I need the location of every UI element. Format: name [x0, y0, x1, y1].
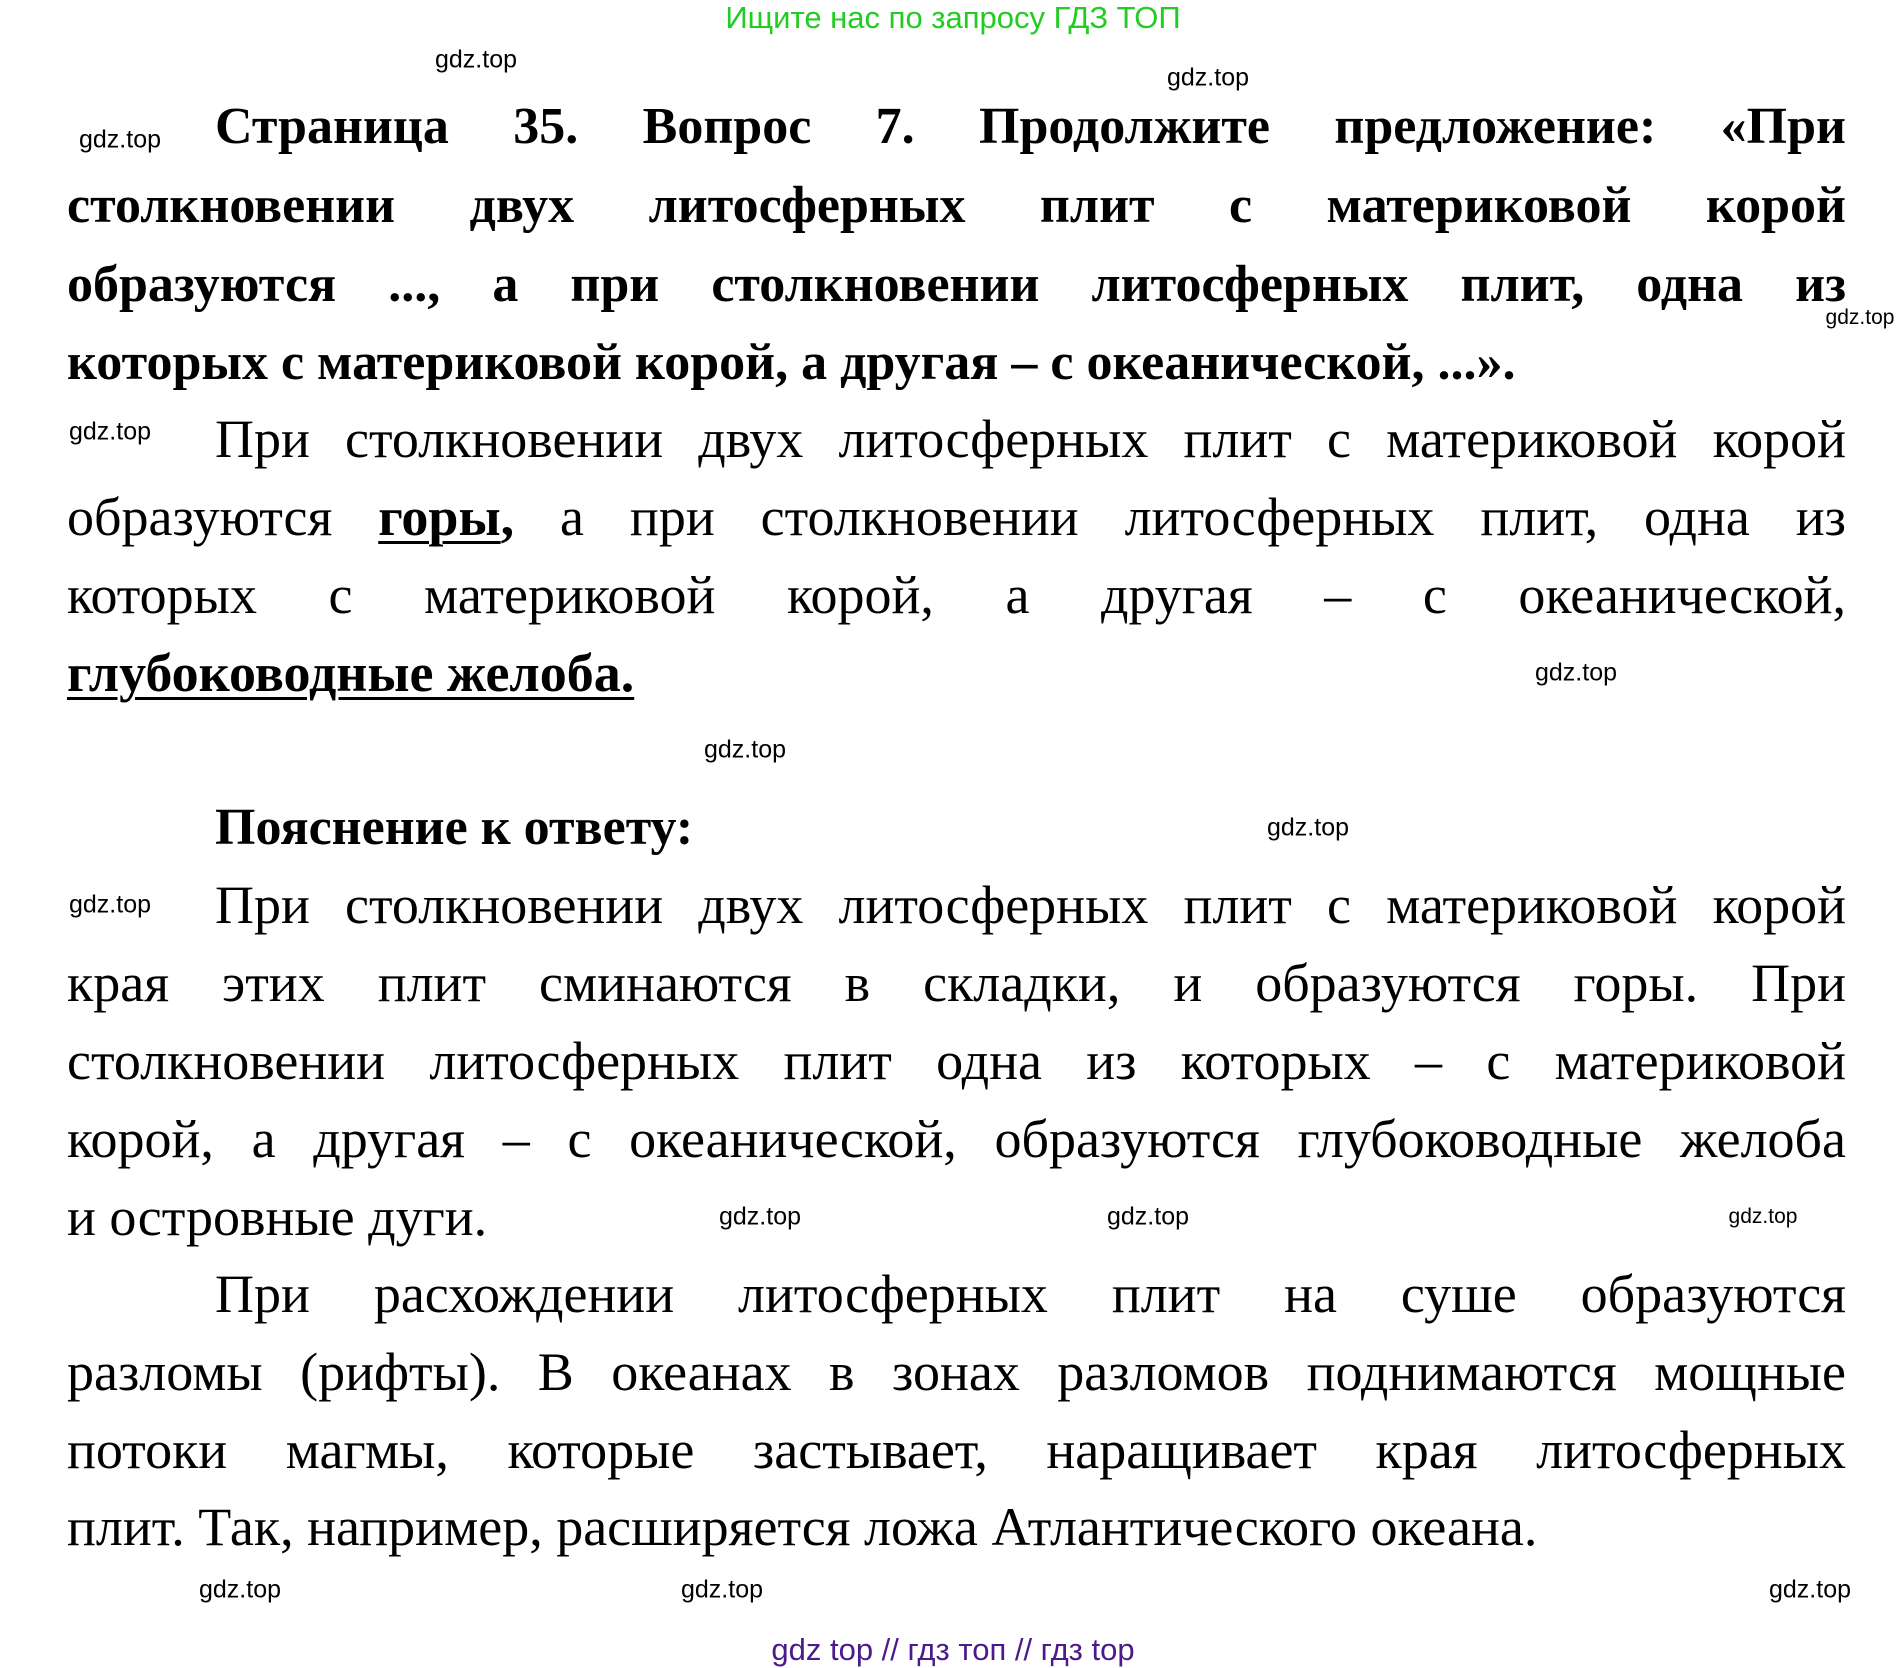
answer-comma: , [500, 487, 515, 547]
watermark: gdz.top [1768, 1575, 1852, 1604]
watermark: gdz.top [68, 417, 152, 446]
explanation-line: края этих плит сминаются в складки, и образуются горы. При [67, 953, 1846, 1013]
search-banner: Ищите нас по запросу ГДЗ ТОП [725, 0, 1181, 35]
explanation-line: потоки магмы, которые застывает, наращивает края литосферных [67, 1420, 1846, 1480]
question-line: которых с материковой корой, а другая – с океанической, ...». [67, 334, 1516, 391]
answer-text: а при столкновении литосферных плит, одна из [514, 487, 1846, 547]
answer-line [67, 479, 1846, 555]
watermark: gdz.top [1728, 1205, 1798, 1228]
explanation-line: плит. Так, например, расширяется ложа Атлантического океана. [67, 1497, 1538, 1557]
watermark: gdz.top [1106, 1202, 1190, 1231]
answer-line: которых с материковой корой, а другая – с океанической, [67, 565, 1846, 625]
explanation-line: При столкновении двух литосферных плит с материковой корой [215, 875, 1846, 935]
question-line: образуются ..., а при столкновении литосферных плит, одна из [67, 256, 1846, 313]
question-line: Страница 35. Вопрос 7. Продолжите предложение: «При [215, 98, 1846, 155]
footer-links: gdz top // гдз топ // гдз top [771, 1632, 1135, 1667]
answer-mountains: горы [378, 487, 501, 547]
watermark: gdz.top [680, 1575, 764, 1604]
watermark: gdz.top [434, 45, 518, 74]
explanation-line: При расхождении литосферных плит на суше образуются [215, 1264, 1846, 1324]
answer-trenches: глубоководные желоба. [67, 643, 635, 703]
watermark: gdz.top [68, 890, 152, 919]
watermark: gdz.top [718, 1202, 802, 1231]
watermark: gdz.top [198, 1575, 282, 1604]
explanation-line: корой, а другая – с океанической, образуются глубоководные желоба [67, 1109, 1846, 1169]
answer-text: образуются [67, 487, 379, 547]
explanation-line: столкновении литосферных плит одна из которых – с материковой [67, 1031, 1846, 1091]
watermark: gdz.top [78, 125, 162, 154]
watermark: gdz.top [1825, 306, 1895, 329]
answer-line: При столкновении двух литосферных плит с материковой корой [215, 409, 1846, 469]
watermark: gdz.top [1534, 658, 1618, 687]
watermark: gdz.top [1266, 813, 1350, 842]
watermark: gdz.top [703, 735, 787, 764]
explanation-heading: Пояснение к ответу: [215, 799, 694, 856]
question-line: столкновении двух литосферных плит с материковой корой [67, 177, 1846, 234]
explanation-line: и островные дуги. [67, 1187, 488, 1247]
explanation-line: разломы (рифты). В океанах в зонах разломов поднимаются мощные [67, 1342, 1846, 1402]
watermark: gdz.top [1166, 63, 1250, 92]
